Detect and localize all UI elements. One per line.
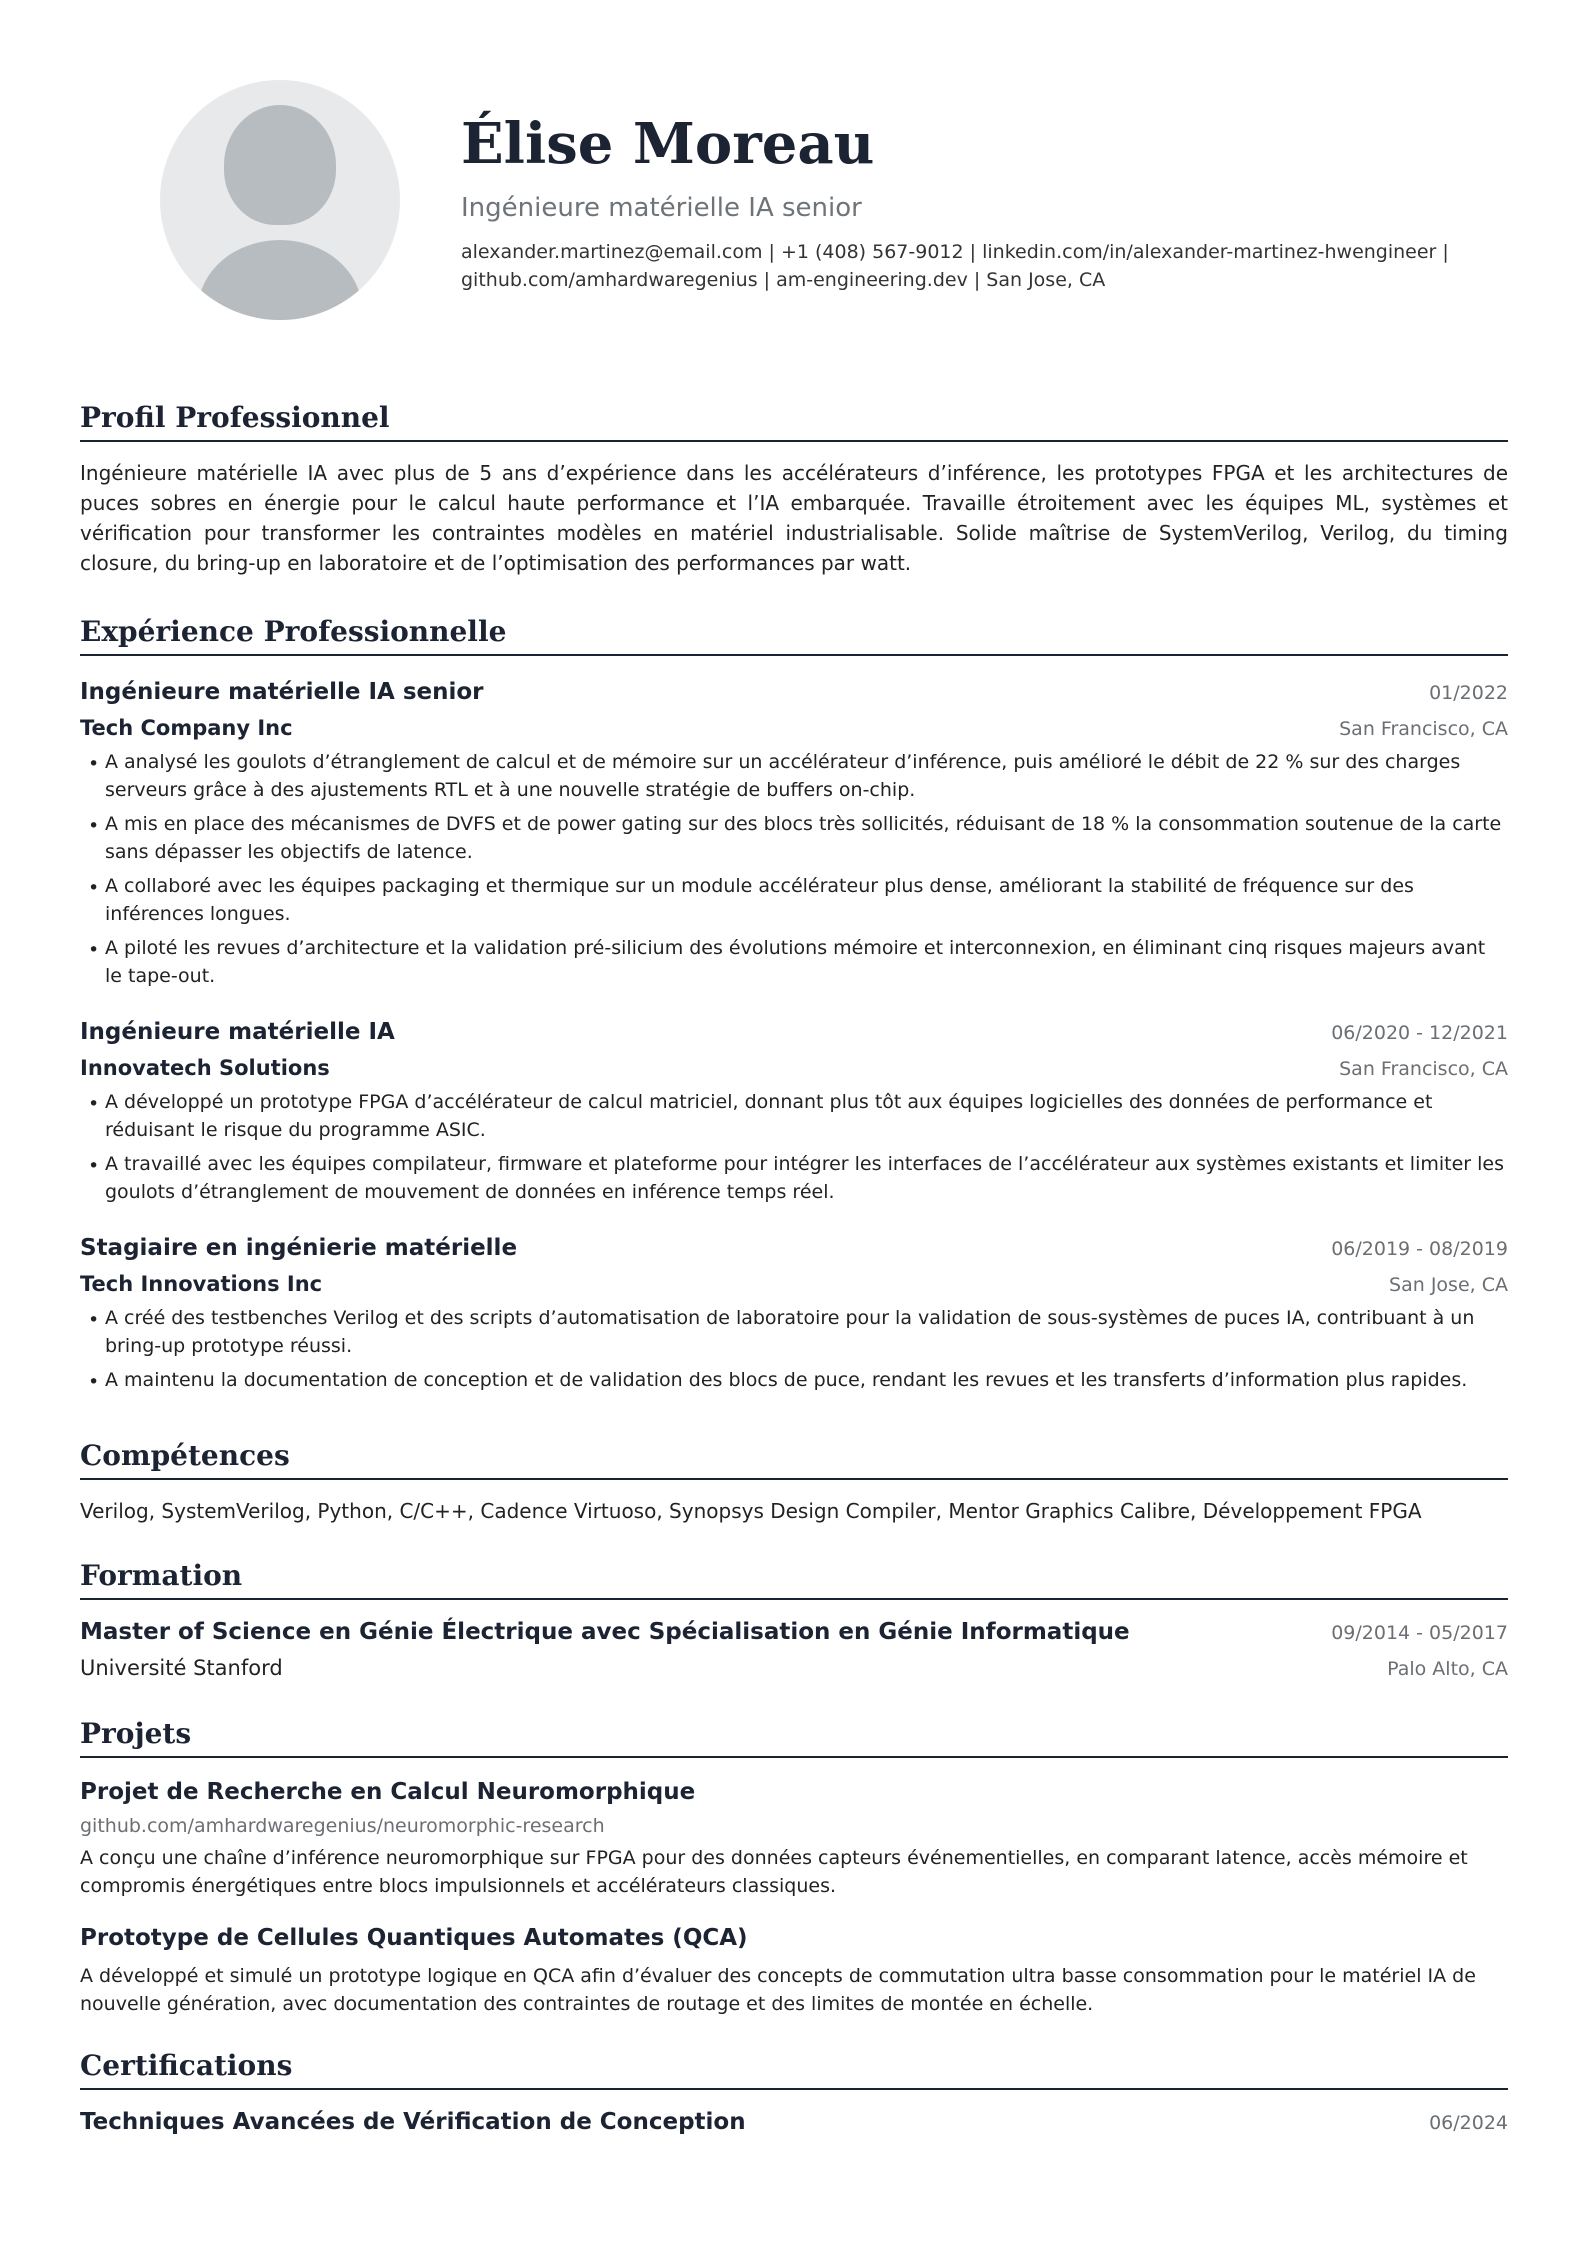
job-location: San Francisco, CA	[1339, 718, 1508, 740]
section-heading-projects: Projets	[80, 1716, 1508, 1758]
avatar-body-shape	[198, 240, 362, 320]
certification-date: 06/2024	[1429, 2112, 1508, 2134]
section-heading-skills: Compétences	[80, 1438, 1508, 1480]
school-name: Université Stanford	[80, 1656, 283, 1680]
job-bullet: • A maintenu la documentation de conception et de validation des blocs de puce, rendant les revues et les transferts d’information plus rapides.	[80, 1366, 1508, 1394]
avatar-head-shape	[224, 105, 336, 225]
job-entry	[80, 1014, 1508, 1206]
project-title: Projet de Recherche en Calcul Neuromorphique	[80, 1779, 696, 1805]
project-entry	[80, 1920, 1508, 2018]
contact-line-1: alexander.martinez@email.com | +1 (408) 567-9012 | linkedin.com/in/alexander-martinez-hwengineer |	[461, 241, 1449, 263]
certifications-section	[80, 2048, 1508, 2140]
job-title: Ingénieure matérielle IA senior	[80, 679, 484, 705]
projects-section	[80, 1716, 1508, 2018]
profile-text: Ingénieure matérielle IA avec plus de 5 ans d’expérience dans les accélérateurs d’inférence, les prototypes FPGA et les architectures de puces sobres en énergie pour le calcul haute performance et l’IA embarquée. Travaille étroitement avec les équipes ML, systèmes et vérification pour transformer les contraintes modèles en matériel industrialisable. Solide maîtrise de SystemVerilog, Verilog, du timing closure, du bring-up en laboratoire et de l’optimisation des performances par watt.	[80, 461, 1508, 575]
job-company: Innovatech Solutions	[80, 1056, 330, 1080]
resume-header	[80, 0, 1508, 400]
job-location: San Jose, CA	[1389, 1274, 1508, 1296]
job-bullets	[80, 1088, 1508, 1206]
job-bullet: • A créé des testbenches Verilog et des scripts d’automatisation de laboratoire pour la validation de sous-systèmes de puces IA, contribuant à un bring-up prototype réussi.	[80, 1304, 1508, 1360]
certification-entry	[80, 2104, 1508, 2140]
job-date: 06/2019 - 08/2019	[1331, 1238, 1508, 1260]
section-heading-education: Formation	[80, 1558, 1508, 1600]
job-date: 06/2020 - 12/2021	[1331, 1022, 1508, 1044]
job-bullet: • A collaboré avec les équipes packaging et thermique sur un module accélérateur plus dense, améliorant la stabilité de fréquence sur des inférences longues.	[80, 872, 1508, 928]
job-entry	[80, 674, 1508, 990]
education-section	[80, 1558, 1508, 1686]
job-bullet: • A analysé les goulots d’étranglement de calcul et de mémoire sur un accélérateur d’inférence, puis amélioré le débit de 22 % sur des charges serveurs grâce à des ajustements RTL et à une nouvelle stratégie de buffers on-chip.	[80, 748, 1508, 804]
certification-title: Techniques Avancées de Vérification de Conception	[80, 2109, 746, 2135]
contact-info	[461, 238, 1588, 294]
project-description: A conçu une chaîne d’inférence neuromorphique sur FPGA pour des données capteurs événementielles, en comparant latence, accès mémoire et compromis énergétiques entre blocs impulsionnels et accélérateurs classiques.	[80, 1847, 1468, 1897]
job-title: Ingénieure matérielle IA	[80, 1019, 395, 1045]
project-link[interactable]: github.com/amhardwaregenius/neuromorphic-research	[80, 1815, 605, 1837]
job-bullet: • A travaillé avec les équipes compilateur, firmware et plateforme pour intégrer les interfaces de l’accélérateur aux systèmes existants et limiter les goulots d’étranglement de mouvement de données en inférence temps réel.	[80, 1150, 1508, 1206]
candidate-name: Élise Moreau	[461, 111, 875, 177]
job-company: Tech Company Inc	[80, 716, 293, 740]
project-entry	[80, 1774, 1508, 1900]
header-text	[461, 108, 1588, 294]
section-heading-profile: Profil Professionnel	[80, 400, 1508, 442]
degree-title: Master of Science en Génie Électrique avec Spécialisation en Génie Informatique	[80, 1619, 1130, 1645]
profile-section	[80, 400, 1508, 578]
job-date: 01/2022	[1429, 682, 1508, 704]
job-entry	[80, 1230, 1508, 1394]
contact-line-2: github.com/amhardwaregenius | am-engineering.dev | San Jose, CA	[461, 269, 1106, 291]
job-bullet: • A piloté les revues d’architecture et la validation pré-silicium des évolutions mémoire et interconnexion, en éliminant cinq risques majeurs avant le tape-out.	[80, 934, 1508, 990]
section-heading-experience: Expérience Professionnelle	[80, 614, 1508, 656]
job-title: Stagiaire en ingénierie matérielle	[80, 1235, 518, 1261]
job-bullets	[80, 1304, 1508, 1394]
education-date: 09/2014 - 05/2017	[1331, 1622, 1508, 1644]
job-bullet: • A mis en place des mécanismes de DVFS et de power gating sur des blocs très sollicités, réduisant de 18 % la consommation soutenue de la carte sans dépasser les objectifs de latence.	[80, 810, 1508, 866]
experience-section	[80, 614, 1508, 1394]
skills-list: Verilog, SystemVerilog, Python, C/C++, Cadence Virtuoso, Synopsys Design Compiler, Mentor Graphics Calibre, Développement FPGA	[80, 1499, 1422, 1523]
job-bullet: • A développé un prototype FPGA d’accélérateur de calcul matriciel, donnant plus tôt aux équipes logicielles des données de performance et réduisant le risque du programme ASIC.	[80, 1088, 1508, 1144]
project-title: Prototype de Cellules Quantiques Automates (QCA)	[80, 1925, 748, 1951]
job-location: San Francisco, CA	[1339, 1058, 1508, 1080]
section-heading-certifications: Certifications	[80, 2048, 1508, 2090]
skills-section	[80, 1438, 1508, 1526]
candidate-title: Ingénieure matérielle IA senior	[461, 193, 862, 223]
avatar	[160, 80, 400, 320]
education-entry	[80, 1614, 1508, 1686]
project-description: A développé et simulé un prototype logique en QCA afin d’évaluer des concepts de commutation ultra basse consommation pour le matériel IA de nouvelle génération, avec documentation des contraintes de routage et des limites de montée en échelle.	[80, 1965, 1476, 2015]
school-location: Palo Alto, CA	[1387, 1658, 1508, 1680]
job-company: Tech Innovations Inc	[80, 1272, 323, 1296]
job-bullets	[80, 748, 1508, 990]
